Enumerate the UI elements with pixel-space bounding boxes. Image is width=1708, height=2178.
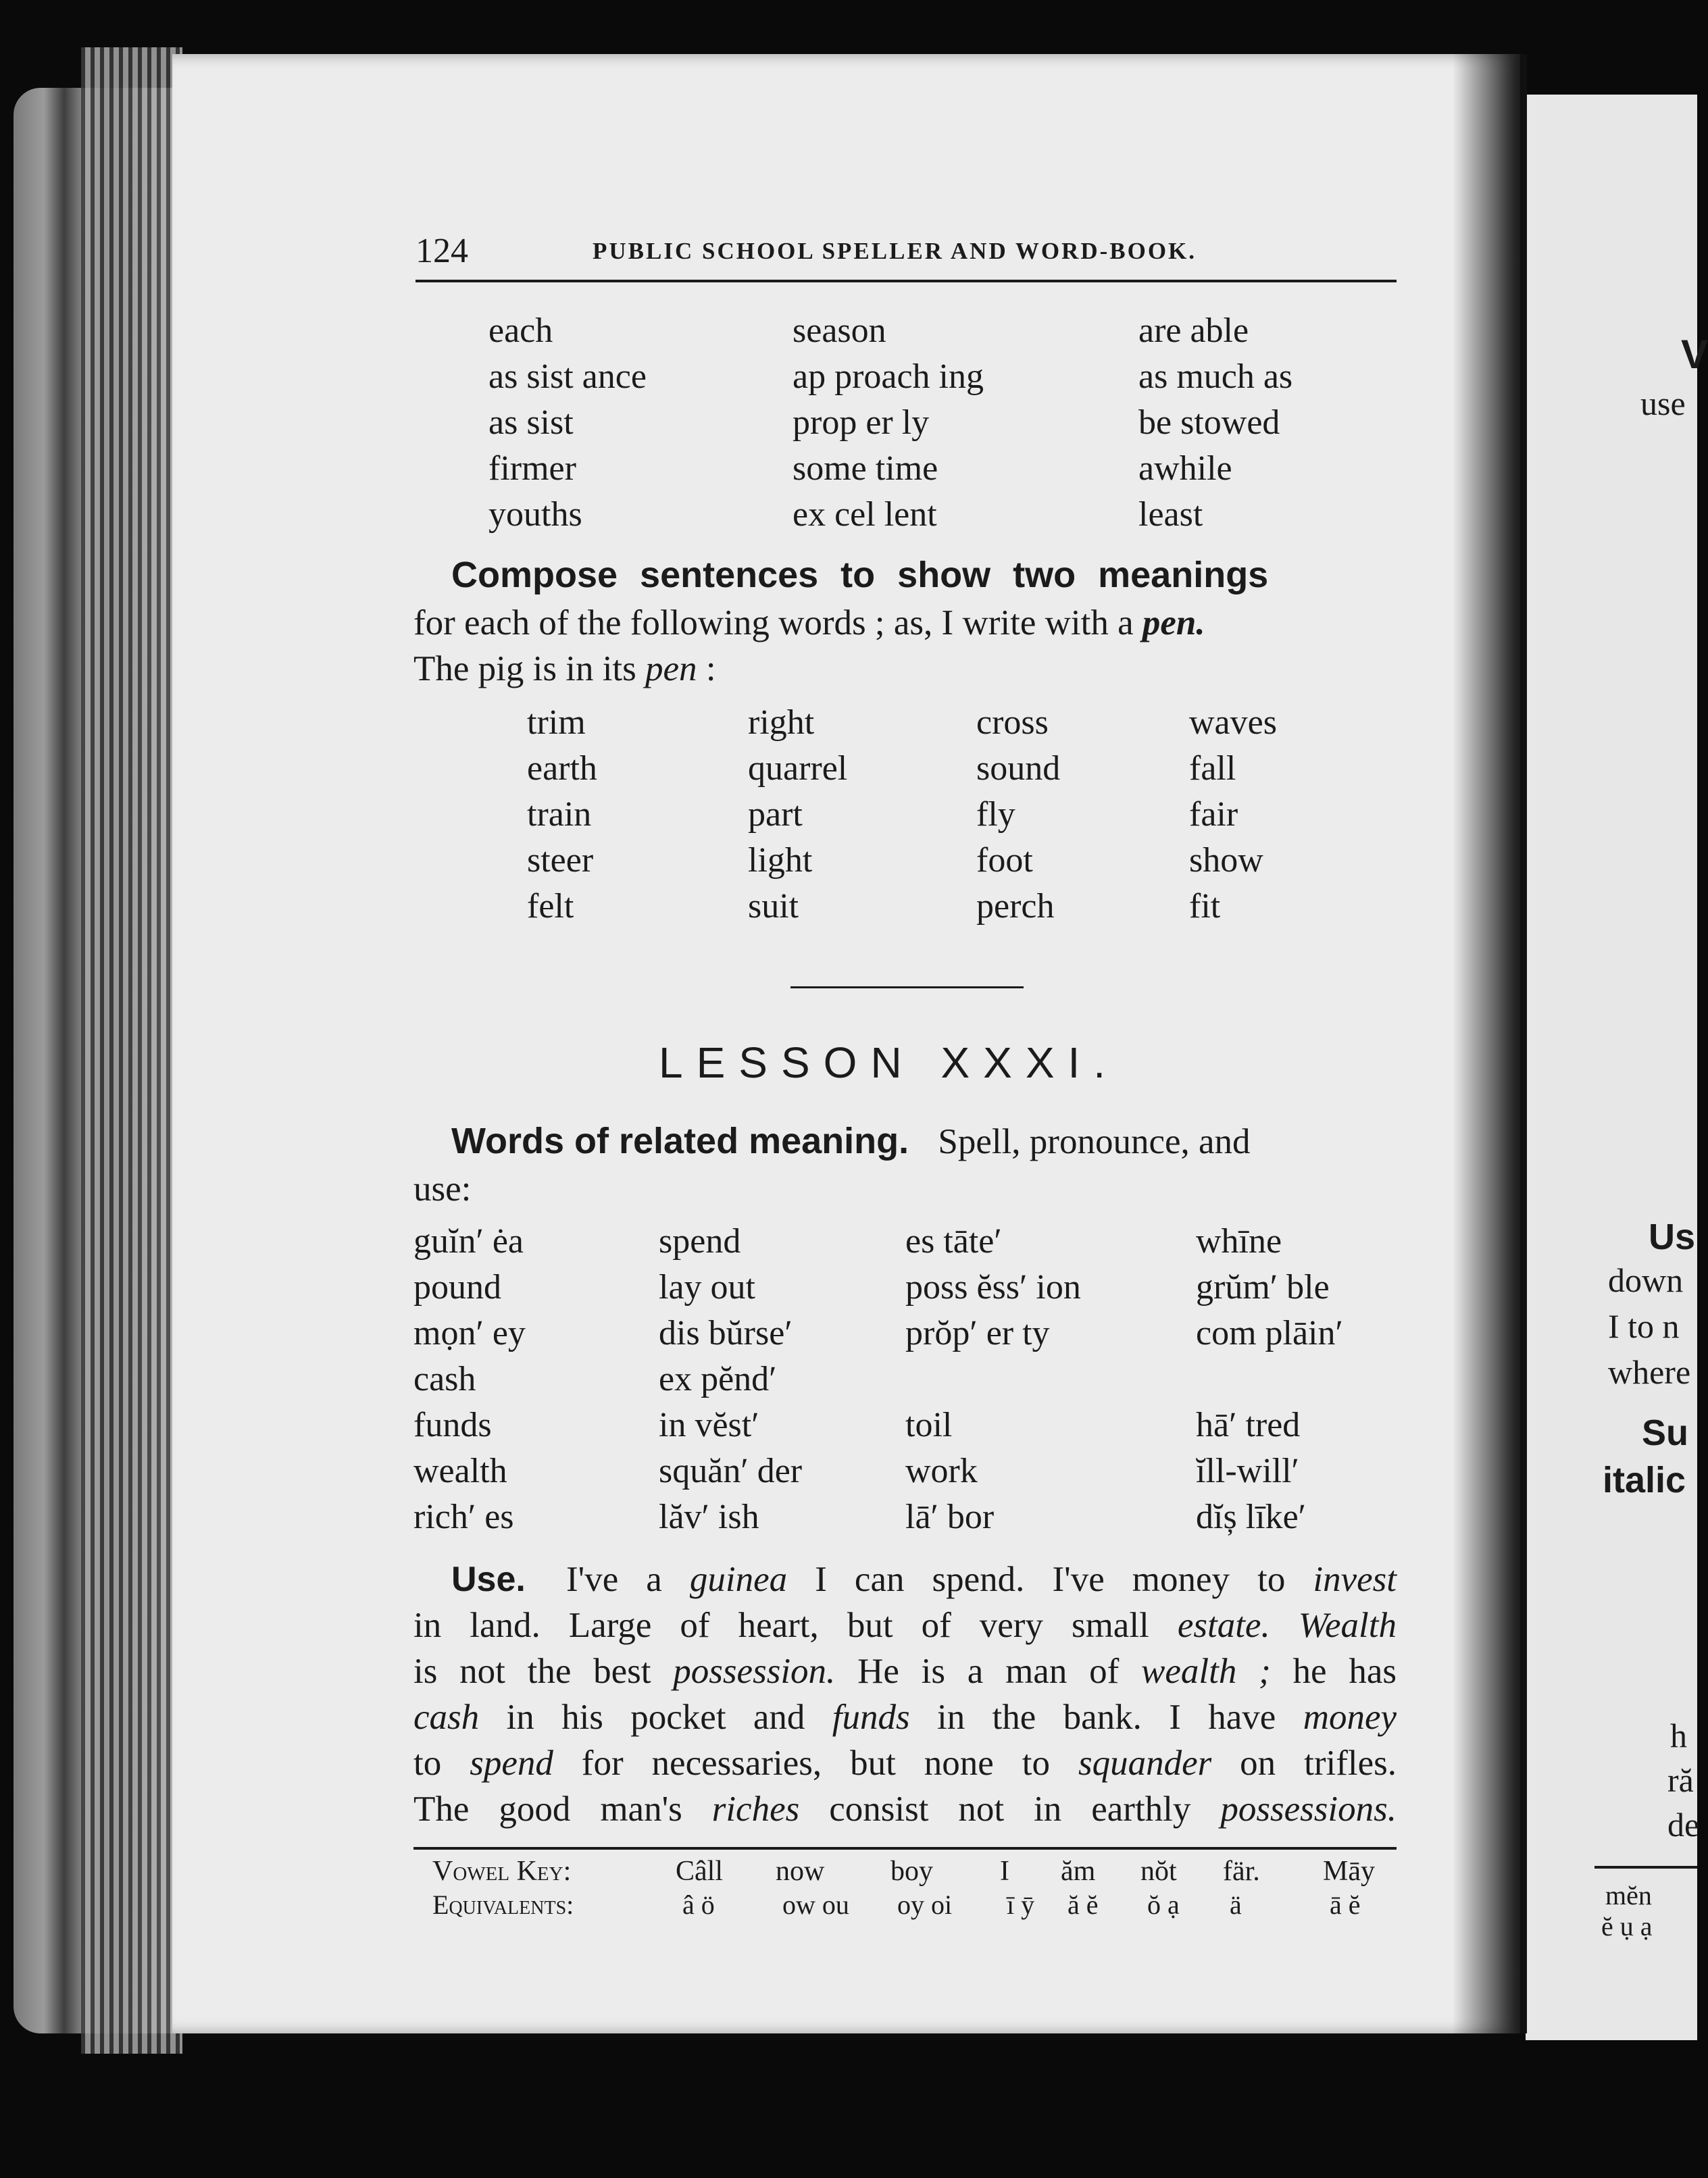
list-item: prop er ly [793,403,930,442]
footer-rule [413,1847,1397,1850]
list-item: felt [527,887,574,926]
text-run: in the bank. I have [909,1698,1303,1737]
list-item: right [748,703,815,742]
list-item: are able [1138,311,1249,350]
equivalent-item: ŏ ạ [1147,1890,1180,1920]
equivalents-label: Equivalents: [432,1890,574,1920]
list-item: squăn′ der [659,1452,803,1490]
fragment: V [1681,332,1708,377]
lesson-heading-bold: Words of related meaning. [451,1121,909,1161]
vowel-key-item: Māy [1323,1856,1375,1887]
list-item: perch [976,887,1055,926]
list-item: be stowed [1138,403,1280,442]
fragment-rule [1594,1866,1697,1869]
list-item: earth [527,749,597,788]
equivalent-item: oy oi [897,1890,953,1920]
list-item: dĭș līke′ [1196,1498,1307,1536]
list-item: toil [905,1406,953,1444]
equivalent-item: ă ĕ [1068,1890,1099,1920]
compose-text: for each of the following words ; as, I write with a [413,603,1134,642]
list-item: as sist [488,403,574,442]
spine-shadow [1453,54,1527,2033]
list-item: season [793,311,886,350]
list-item: grŭm′ ble [1196,1268,1330,1307]
vowel-key-item: I [1000,1856,1009,1887]
lesson-title: LESSON XXXI. [659,1038,1120,1087]
italic-word: guinea [689,1560,788,1599]
fragment: where [1608,1353,1691,1391]
italic-word: spend [470,1744,553,1783]
italic-word: cash [413,1698,480,1737]
list-item: steer [527,841,594,880]
italic-word: wealth ; [1141,1652,1271,1691]
list-item: ap proach ing [793,357,984,396]
list-item: cash [413,1360,476,1398]
equivalent-item: ā ĕ [1330,1890,1361,1920]
italic-word: possession. [673,1652,836,1691]
list-item: cross [976,703,1049,742]
list-item: hā′ tred [1196,1406,1301,1444]
text-run: for necessaries, but none to [553,1744,1078,1783]
list-item: lā′ bor [905,1498,995,1536]
section-divider [790,986,1024,988]
vowel-key-item: fär. [1223,1856,1260,1887]
italic-word: invest [1313,1560,1397,1599]
list-item: prŏp′ er ty [905,1314,1050,1352]
list-item: fit [1189,887,1221,926]
use-line [413,1789,1397,1829]
equivalent-item: ow ou [782,1890,849,1920]
list-item: wealth [413,1452,507,1490]
compose-line-2 [413,603,1205,643]
fragment: h [1670,1717,1687,1754]
text-run: I've a [566,1560,690,1599]
page-stack-edge [81,47,182,2054]
text-run: in land. Large of heart, but of very small [413,1606,1178,1645]
page-number: 124 [416,232,468,270]
vowel-key-item: Câll [676,1856,723,1887]
compose-text: The pig is in its [413,649,636,688]
italic-word: riches [711,1790,800,1829]
list-item: dis bŭrse′ [659,1314,793,1352]
italic-word: money [1303,1698,1397,1737]
running-title: PUBLIC SCHOOL SPELLER AND WORD-BOOK. [593,238,1197,264]
list-item: foot [976,841,1033,880]
list-item: spend [659,1222,741,1261]
equivalent-item: ī ȳ [1007,1890,1035,1920]
list-item: show [1189,841,1263,880]
list-item: funds [413,1406,492,1444]
list-item: work [905,1452,978,1490]
use-line [566,1559,1397,1600]
list-item: in vĕst′ [659,1406,759,1444]
compose-heading: Compose sentences to show two meanings [451,555,1269,595]
header-rule [416,280,1397,282]
fragment: ĕ ụ ạ [1601,1911,1653,1942]
list-item: pound [413,1268,501,1307]
vowel-key-label: Vowel Key: [432,1856,572,1887]
list-item: each [488,311,553,350]
use-line [413,1651,1397,1692]
vowel-key-item: now [776,1856,825,1887]
list-item: suit [748,887,799,926]
text-run: is not the best [413,1652,674,1691]
text-run [1270,1606,1299,1645]
list-item: part [748,795,803,834]
text-run: he has [1270,1652,1397,1691]
fragment: Us [1649,1217,1696,1257]
fragment: mĕn [1605,1880,1652,1910]
list-item: guĭn′ ėa [413,1222,524,1261]
list-item: lay out [659,1268,755,1307]
lesson-heading-line2: use: [413,1169,472,1209]
list-item: fall [1189,749,1236,788]
lesson-heading-rest: Spell, pronounce, and [938,1122,1251,1161]
equivalent-item: ä [1230,1890,1242,1920]
compose-line-3 [413,649,716,689]
fragment: ră [1667,1761,1694,1799]
list-item: quarrel [748,749,848,788]
use-line [413,1743,1397,1783]
list-item: fair [1189,795,1238,834]
list-item: es tāte′ [905,1222,1002,1261]
text-run: The good man's [413,1790,712,1829]
list-item: ĭll-will′ [1196,1452,1299,1490]
fragment: I to n [1608,1307,1680,1345]
compose-text: : [705,649,716,688]
list-item: ex cel lent [793,495,937,534]
list-item: least [1138,495,1203,534]
lesson-heading [451,1120,1251,1162]
text-run: He is a man of [835,1652,1142,1691]
fragment: de [1667,1806,1700,1844]
list-item: lăv′ ish [659,1498,759,1536]
fragment: italic [1603,1460,1686,1500]
list-item: poss ĕss′ ion [905,1268,1081,1307]
italic-word: estate. [1177,1606,1270,1645]
use-line [413,1697,1397,1738]
text-run: I can spend. I've money to [787,1560,1313,1599]
use-line [413,1605,1397,1646]
vowel-key-item: ăm [1061,1856,1096,1887]
compose-italic: pen [645,649,697,688]
italic-word: Wealth [1298,1606,1397,1645]
fragment: Su [1642,1413,1689,1453]
list-item: com plāin′ [1196,1314,1343,1352]
use-label: Use. [451,1560,526,1599]
list-item: whīne [1196,1222,1282,1261]
list-item: fly [976,795,1015,834]
list-item: train [527,795,592,834]
text-run: in his pocket and [479,1698,832,1737]
text-run: to [413,1744,470,1783]
equivalent-item: â ö [682,1890,715,1920]
list-item: light [748,841,813,880]
list-item: mọn′ ey [413,1314,526,1352]
list-item: waves [1189,703,1277,742]
vowel-key-item: nŏt [1140,1856,1177,1887]
vowel-key-item: boy [890,1856,933,1887]
list-item: trim [527,703,586,742]
list-item: firmer [488,449,576,488]
list-item: rich′ es [413,1498,514,1536]
italic-word: possessions. [1220,1790,1397,1829]
list-item: sound [976,749,1061,788]
italic-word: squander [1078,1744,1212,1783]
fragment: down [1608,1261,1684,1299]
list-item: ex pĕnd′ [659,1360,777,1398]
fragment: use [1640,384,1686,422]
text-run: on trifles. [1211,1744,1397,1783]
italic-word: funds [832,1698,910,1737]
compose-italic: pen. [1142,603,1205,642]
list-item: youths [488,495,582,534]
list-item: as sist ance [488,357,647,396]
text-run: consist not in earthly [799,1790,1221,1829]
list-item: awhile [1138,449,1232,488]
list-item: some time [793,449,938,488]
list-item: as much as [1138,357,1293,396]
